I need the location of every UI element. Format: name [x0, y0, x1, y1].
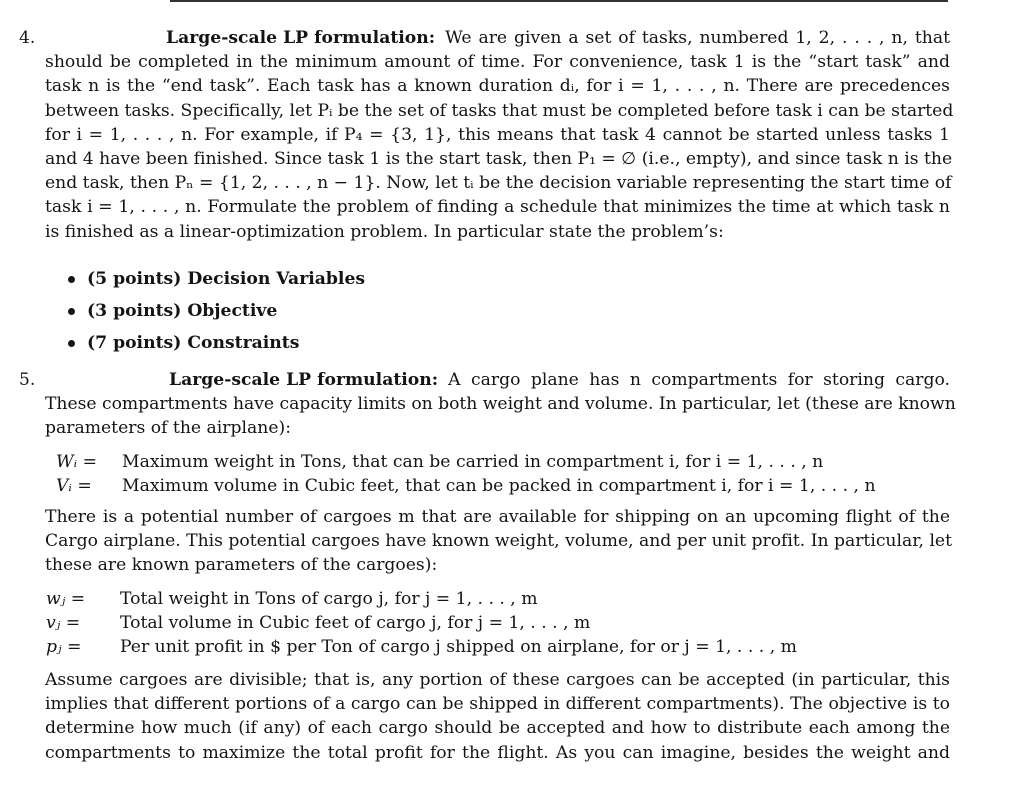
- problem-5-closing: [45, 668, 950, 765]
- problem-5-line-1: These compartments have capacity limits on both weight and volume. In particular, let (these are known: [45, 394, 956, 415]
- param-symbol: Vᵢ =: [56, 476, 92, 496]
- problem-5-middle-line-1: Cargo airplane. This potential cargoes have known weight, volume, and per unit profit. In particular, let: [45, 531, 952, 552]
- param-symbol: wⱼ =: [46, 589, 86, 609]
- param-row: [56, 474, 876, 498]
- problem-5-number: 5.: [19, 370, 36, 390]
- problem-5-middle: [45, 505, 950, 578]
- problem-4-line-0: Large-scale LP formulation: We are given a set of tasks, numbered 1, 2, . . . , n, that: [45, 26, 950, 50]
- param-row: [46, 587, 797, 611]
- problem-5-line-2: parameters of the airplane):: [45, 418, 291, 439]
- bullet-item: (5 points) Decision Variables: [68, 263, 365, 295]
- param-description: Per unit profit in $ per Ton of cargo j shipped on airplane, for or j = 1, . . . , m: [120, 637, 797, 657]
- param-symbol: Wᵢ =: [56, 452, 97, 472]
- problem-4-line-1: should be completed in the minimum amount of time. For convenience, task 1 is the “start task” and: [45, 52, 950, 73]
- plane-parameters: [56, 450, 876, 498]
- problem-5-line-0: Large-scale LP formulation: A cargo plane has n compartments for storing cargo.: [45, 368, 950, 392]
- param-row: [46, 635, 797, 659]
- param-symbol: vⱼ =: [46, 613, 81, 633]
- problem-4-title: Large-scale LP formulation:: [166, 28, 436, 48]
- cargo-parameters: [46, 587, 797, 659]
- bullet-item: (3 points) Objective: [68, 295, 365, 327]
- bullet-dot-icon: [68, 276, 75, 283]
- problem-4-line-4: for i = 1, . . . , n. For example, if P₄ = {3, 1}, this means that task 4 cannot be started unless tasks 1: [45, 124, 950, 145]
- param-description: Maximum weight in Tons, that can be carried in compartment i, for i = 1, . . . , n: [122, 452, 824, 472]
- problem-4-line-8: is finished as a linear-optimization problem. In particular state the problem’s:: [45, 221, 724, 242]
- problem-4-line-5: and 4 have been finished. Since task 1 is the start task, then P₁ = ∅ (i.e., empty), and since task n is the: [45, 149, 953, 170]
- problem-4-line-2: task n is the “end task”. Each task has a known duration dᵢ, for i = 1, . . . , n. There are precedences: [45, 76, 950, 97]
- problem-5-title: Large-scale LP formulation:: [169, 370, 439, 390]
- problem-5-closing-line-2: determine how much (if any) of each cargo should be accepted and how to distribute each among the: [45, 718, 950, 739]
- problem-4-bullet-list: [68, 263, 365, 359]
- param-description: Total volume in Cubic feet of cargo j, for j = 1, . . . , m: [120, 613, 591, 633]
- top-rule: [170, 0, 948, 2]
- param-row: [56, 450, 876, 474]
- problem-4-line-3: between tasks. Specifically, let Pᵢ be the set of tasks that must be completed before task i can be started: [45, 100, 954, 121]
- bullet-dot-icon: [68, 340, 75, 347]
- bullet-item: (7 points) Constraints: [68, 327, 365, 359]
- problem-4-number: 4.: [19, 28, 36, 48]
- param-description: Total weight in Tons of cargo j, for j = 1, . . . , m: [120, 589, 538, 609]
- problem-4-line-6: end task, then Pₙ = {1, 2, . . . , n − 1}. Now, let tᵢ be the decision variable representing the start time of: [45, 173, 952, 194]
- problem-5-intro: [45, 368, 956, 441]
- problem-5-middle-line-0: There is a potential number of cargoes m that are available for shipping on an upcoming flight of the: [45, 507, 950, 527]
- problem-5-closing-line-0: Assume cargoes are divisible; that is, any portion of these cargoes can be accepted (in particular, this: [45, 670, 950, 690]
- problem-5-closing-line-3: compartments to maximize the total profit for the flight. As you can imagine, besides the weight and: [45, 742, 950, 763]
- problem-5-middle-line-2: these are known parameters of the cargoes):: [45, 555, 438, 576]
- bullet-dot-icon: [68, 308, 75, 315]
- problem-5-closing-line-1: implies that different portions of a cargo can be shipped in different compartments). The objective is to: [45, 694, 950, 715]
- param-description: Maximum volume in Cubic feet, that can be packed in compartment i, for i = 1, . . . , n: [122, 476, 876, 496]
- param-row: [46, 611, 797, 635]
- param-symbol: pⱼ =: [46, 637, 82, 657]
- problem-4-text: [45, 26, 954, 244]
- problem-4-line-7: task i = 1, . . . , n. Formulate the problem of finding a schedule that minimizes the time at which task n: [45, 197, 950, 218]
